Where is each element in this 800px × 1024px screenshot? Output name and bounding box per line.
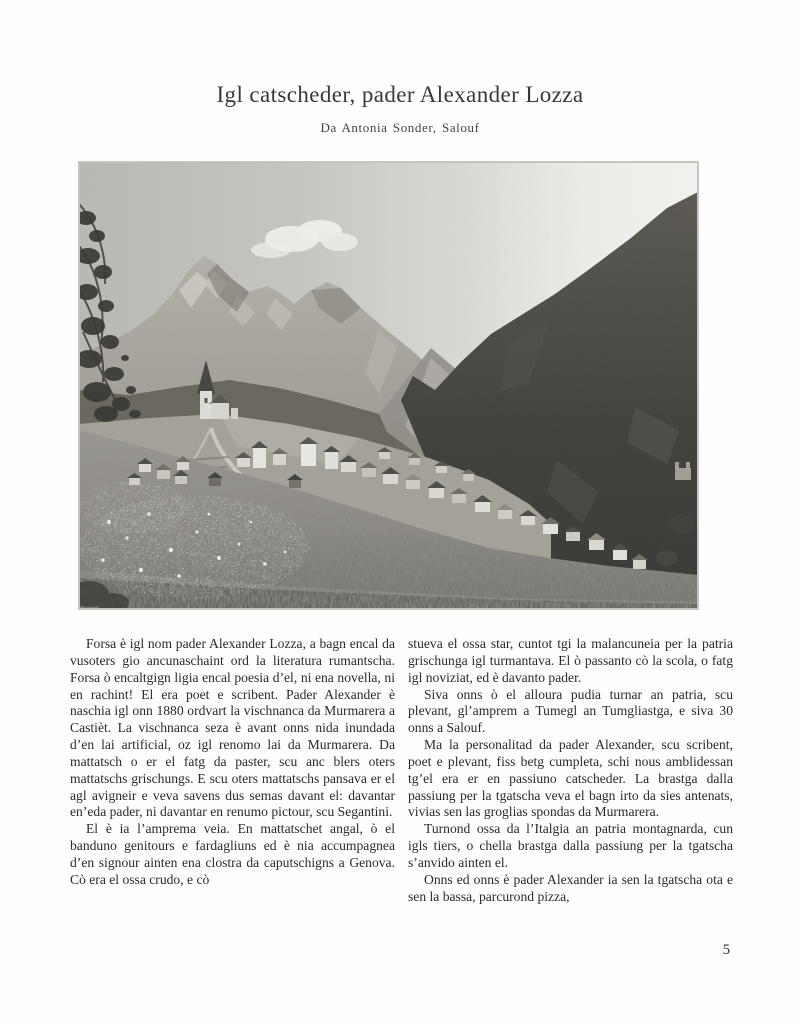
paragraph: Ma la personalitad da pader Alexander, scu scribent, poet e plevant, fiss betg cumpleta, schi nous amblidessan tg’el era er en passiuno catscheder. La brastga dalla passiung per la tgatscha veva el bagn irto da sies antenats, vivias sen las groglias spondas da Murmarera. (408, 737, 733, 820)
article-title: Igl catscheder, pader Alexander Lozza (216, 82, 584, 107)
article-byline: Da Antonia Sonder, Salouf (320, 120, 480, 135)
article-body (70, 636, 733, 906)
photo-grain-overlay (79, 162, 698, 609)
village-photograph (79, 162, 698, 609)
paragraph: Turnond ossa da l’Italgia an patria montagnarda, cun igls tiers, o chella brastga dalla passiung per la tgatscha s’anvido ainten el. (408, 821, 733, 870)
paragraph: Siva onns ò el alloura pudia turnar an patria, scu plevant, gl’amprem a Tumegl an Tumgliastga, e siva 30 onns a Salouf. (408, 686, 733, 736)
text-column-right (408, 636, 733, 906)
page-number: 5 (722, 942, 730, 958)
paragraph: El è ia l’amprema veia. En mattatschet angal, ò el banduno genitours e fardagliuns ed è nia accumpagnea d’en signour ainten ena clostra da caputschigns a Genova. Cò era el ossa crudo, e cò (70, 821, 395, 887)
paragraph: stueva el ossa star, cuntot tgi la malancuneia per la patria grischunga igl turmantava. El ò passanto cò la scola, o fatg igl noviziat, ed è davanto pader. (408, 636, 733, 685)
paragraph: Forsa è igl nom pader Alexander Lozza, a bagn encal da vusoters gio ancunaschaint ord la literatura rumantscha. Forsa ò encaltgign ligia encal poesia d’el, ni ena novella, ni en rachint! El era poet e scribent. Pader Alexander è naschia igl onn 1880 ordvart la vischnanca da Murmarera a Castièt. La vischnanca seza è avant onns nida inundada d’en lai artificial, oz igl renomo lai da Murmarera. Da mattatsch o er el fatg da paster, scu anc blers oters mattatschs grischungs. E scu oters mattatschs pansava er el agl avigneir e veva savens dus semas davant el: davantar en’eda pader, ni davantar en renumo pictour, scu Segantini. (70, 636, 395, 820)
paragraph: Onns ed onns è pader Alexander ia sen la tgatscha ota e sen la bassa, parcurond pizza, (408, 871, 733, 904)
photo-svg (79, 162, 698, 609)
text-column-left (70, 636, 395, 906)
